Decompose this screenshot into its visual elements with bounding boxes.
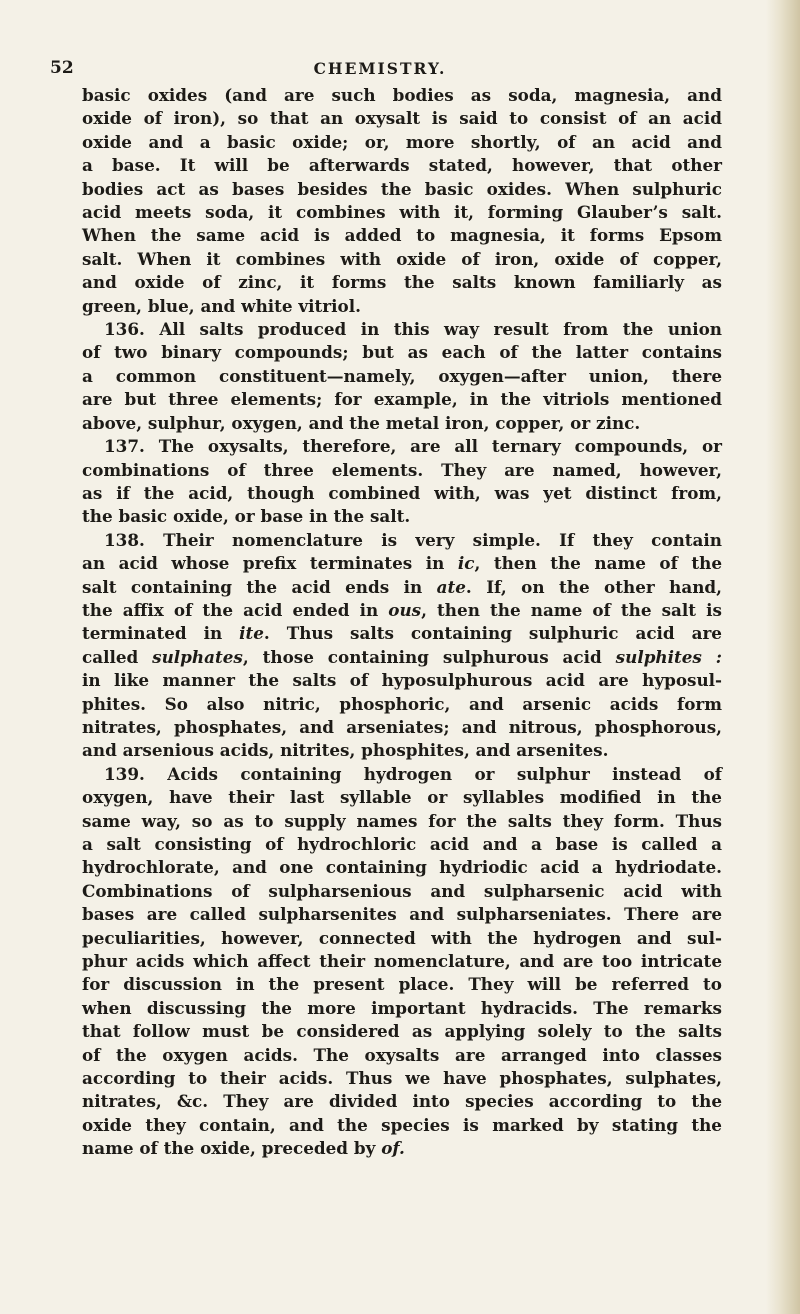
text-run: and oxide of zinc, it forms the salts known familiarly as [82, 272, 722, 293]
text-line [82, 552, 722, 575]
text-line [82, 646, 722, 669]
text-line [82, 576, 722, 599]
italic-term: of. [381, 1138, 405, 1159]
text-run: the basic oxide, or base in the salt. [82, 506, 411, 527]
text-line [82, 224, 722, 247]
text-line [82, 950, 722, 973]
text-run: a salt consisting of hydrochloric acid and a base is called a [82, 834, 722, 854]
text-line [82, 107, 722, 130]
text-run: 138. Their nomenclature is very simple. If they contain [104, 529, 722, 550]
text-line [82, 1114, 722, 1137]
text-run: a base. It will be afterwards stated, however, that other [82, 155, 722, 176]
text-run: acid meets soda, it combines with it, forming Glauber’s salt. [82, 202, 722, 223]
text-line [82, 739, 722, 762]
text-run: green, blue, and white vitriol. [82, 295, 361, 316]
italic-term: ate [436, 576, 466, 597]
text-run: that follow must be considered as applying solely to the salts [82, 1021, 722, 1042]
text-run: of the oxygen acids. The oxysalts are arranged into classes [82, 1044, 722, 1065]
italic-term: ous [388, 599, 422, 620]
text-line [82, 833, 722, 856]
text-run: basic oxides (and are such bodies as soda, magnesia, and [82, 85, 722, 105]
text-run: name of the oxide, preceded by [82, 1138, 382, 1159]
text-run: phur acids which affect their nomenclature, and are too intricate [82, 951, 722, 972]
body-text [82, 84, 722, 1161]
text-run: bases are called sulpharsenites and sulpharseniates. There are [82, 904, 722, 925]
text-line [82, 271, 722, 294]
text-run: above, sulphur, oxygen, and the metal iron, copper, or zinc. [82, 412, 641, 433]
page-edge-shadow [766, 0, 800, 1314]
text-line [82, 880, 722, 903]
text-line [82, 1137, 722, 1160]
text-run: oxygen, have their last syllable or syllables modified in the [82, 787, 722, 808]
text-run: , then the name of the [474, 553, 722, 574]
text-line [82, 1020, 722, 1043]
text-run: according to their acids. Thus we have phosphates, sulphates, [82, 1068, 722, 1089]
text-line [82, 318, 722, 341]
text-line [82, 669, 722, 692]
text-line [82, 856, 722, 879]
text-line [82, 295, 722, 318]
text-run: are but three elements; for example, in the vitriols mentioned [82, 389, 722, 410]
text-run: when discussing the more important hydracids. The remarks [82, 997, 722, 1018]
text-run: the affix of the acid ended in [82, 599, 389, 620]
text-line [82, 341, 722, 364]
text-run: 139. Acids containing hydrogen or sulphur instead of [104, 763, 722, 784]
text-run: . Thus salts containing sulphuric acid are [263, 623, 722, 644]
text-line [82, 201, 722, 224]
text-run: peculiarities, however, connected with the hydrogen and sul- [82, 927, 722, 948]
text-line [82, 482, 722, 505]
text-run: phites. So also nitric, phosphoric, and arsenic acids form [82, 693, 722, 714]
text-run: as if the acid, though combined with, was yet distinct from, [82, 482, 722, 503]
italic-term: sulphates [152, 646, 243, 667]
text-run: hydrochlorate, and one containing hydriodic acid a hydriodate. [82, 857, 722, 878]
text-line [82, 786, 722, 809]
text-line [82, 459, 722, 482]
text-run: an acid whose prefix terminates in [82, 553, 458, 574]
text-run: of two binary compounds; but as each of the latter contains [82, 342, 722, 363]
text-line [82, 693, 722, 716]
text-run: terminated in [82, 623, 240, 644]
text-line [82, 973, 722, 996]
text-line [82, 529, 722, 552]
text-run: oxide of iron), so that an oxysalt is said to consist of an acid [82, 108, 722, 129]
text-line [82, 716, 722, 739]
text-run: combinations of three elements. They are named, however, [82, 459, 722, 480]
text-line [82, 84, 722, 107]
text-run: salt. When it combines with oxide of iron, oxide of copper, [82, 248, 722, 269]
text-run: nitrates, &c. They are divided into species according to the [82, 1091, 722, 1112]
text-run: bodies act as bases besides the basic oxides. When sulphuric [82, 178, 722, 199]
text-run: 136. All salts produced in this way result from the union [104, 319, 722, 340]
text-run: in like manner the salts of hyposulphurous acid are hyposul- [82, 670, 722, 691]
text-line [82, 903, 722, 926]
text-run: When the same acid is added to magnesia, it forms Epsom [82, 225, 722, 246]
text-line [82, 997, 722, 1020]
italic-term: ite [239, 623, 264, 644]
text-line [82, 810, 722, 833]
text-line [82, 435, 722, 458]
text-line [82, 365, 722, 388]
page-number: 52 [50, 58, 74, 78]
text-run: oxide they contain, and the species is marked by stating the [82, 1114, 722, 1135]
text-line [82, 599, 722, 622]
text-run: , then the name of the salt is [421, 599, 722, 620]
text-line [82, 248, 722, 271]
italic-term: ic [457, 553, 475, 574]
text-run: a common constituent—namely, oxygen—after union, there [82, 365, 722, 386]
text-run: , those containing sulphurous acid [242, 646, 616, 667]
text-run: . If, on the other hand, [465, 576, 722, 597]
text-run: called [82, 646, 153, 667]
running-head: CHEMISTRY. [313, 59, 447, 78]
text-line [82, 622, 722, 645]
text-line [82, 388, 722, 411]
text-line [82, 763, 722, 786]
text-line [82, 412, 722, 435]
text-run: same way, so as to supply names for the salts they form. Thus [82, 810, 722, 831]
text-run: Combinations of sulpharsenious and sulpharsenic acid with [82, 880, 722, 901]
text-line [82, 154, 722, 177]
text-run: salt containing the acid ends in [82, 576, 437, 597]
text-run: nitrates, phosphates, and arseniates; and nitrous, phosphorous, [82, 716, 722, 737]
text-run: 137. The oxysalts, therefore, are all ternary compounds, or [104, 436, 722, 457]
italic-term: sulphites : [615, 646, 722, 667]
text-line [82, 1090, 722, 1113]
text-line [82, 1067, 722, 1090]
text-run: for discussion in the present place. They will be referred to [82, 974, 722, 995]
text-line [82, 505, 722, 528]
text-line [82, 1044, 722, 1067]
text-run: oxide and a basic oxide; or, more shortly, of an acid and [82, 131, 722, 152]
text-run: and arsenious acids, nitrites, phosphites, and arsenites. [82, 740, 609, 761]
text-line [82, 131, 722, 154]
text-line [82, 178, 722, 201]
text-line [82, 927, 722, 950]
